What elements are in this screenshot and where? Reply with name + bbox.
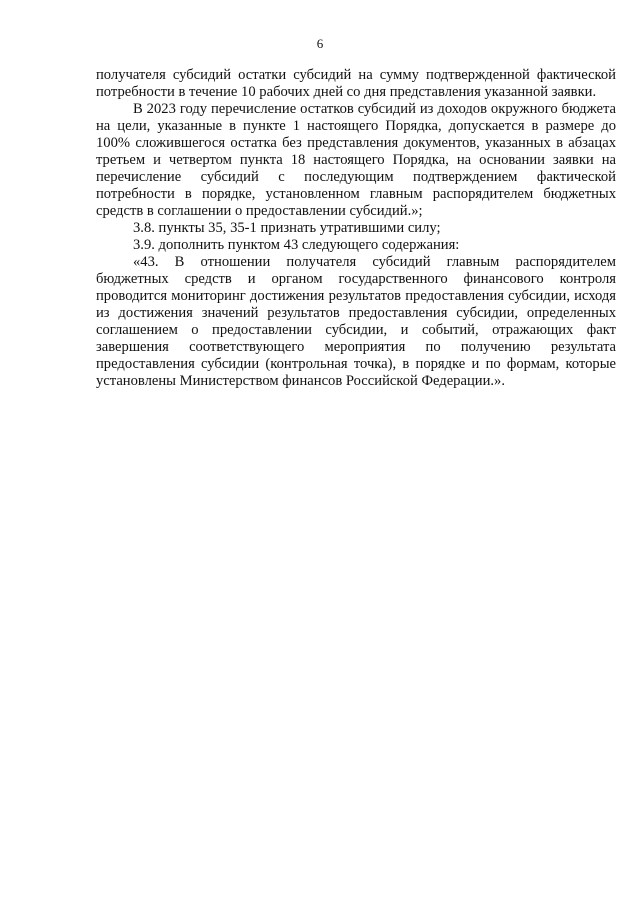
paragraph-continuation: получателя субсидий остатки субсидий на сумму подтвержденной фактической потребности в течение 10 рабочих дней со дня представления указанной заявки.	[96, 67, 616, 100]
paragraph-item-3-8: 3.8. пункты 35, 35-1 признать утратившими силу;	[133, 220, 441, 236]
document-body	[96, 67, 616, 390]
paragraph-2023-transfer: В 2023 году перечисление остатков субсидий из доходов окружного бюджета на цели, указанные в пункте 1 настоящего Порядка, допускается в размере до 100% сложившегося остатка без представления документов, указанных в абзацах третьем и четвертом пункта 18 настоящего Порядка, на основании заявки на перечисление субсидий с последующим подтверждением фактической потребности в порядке, установленном главным распорядителем бюджетных средств в соглашении о предоставлении субсидий.»;	[96, 101, 616, 219]
page-number: 6	[316, 36, 324, 51]
paragraph-item-3-9: 3.9. дополнить пунктом 43 следующего содержания:	[133, 237, 460, 253]
paragraph-item-43: «43. В отношении получателя субсидий главным распорядителем бюджетных средств и органом государственного финансового контроля проводится мониторинг достижения результатов предоставления субсидии, исходя из достижения значений результатов предоставления субсидии, определенных соглашением о предоставлении субсидии, и событий, отражающих факт завершения соответствующего мероприятия по получению результата предоставления субсидии (контрольная точка), в порядке и по формам, которые установлены Министерством финансов Российской Федерации.».	[96, 254, 616, 389]
